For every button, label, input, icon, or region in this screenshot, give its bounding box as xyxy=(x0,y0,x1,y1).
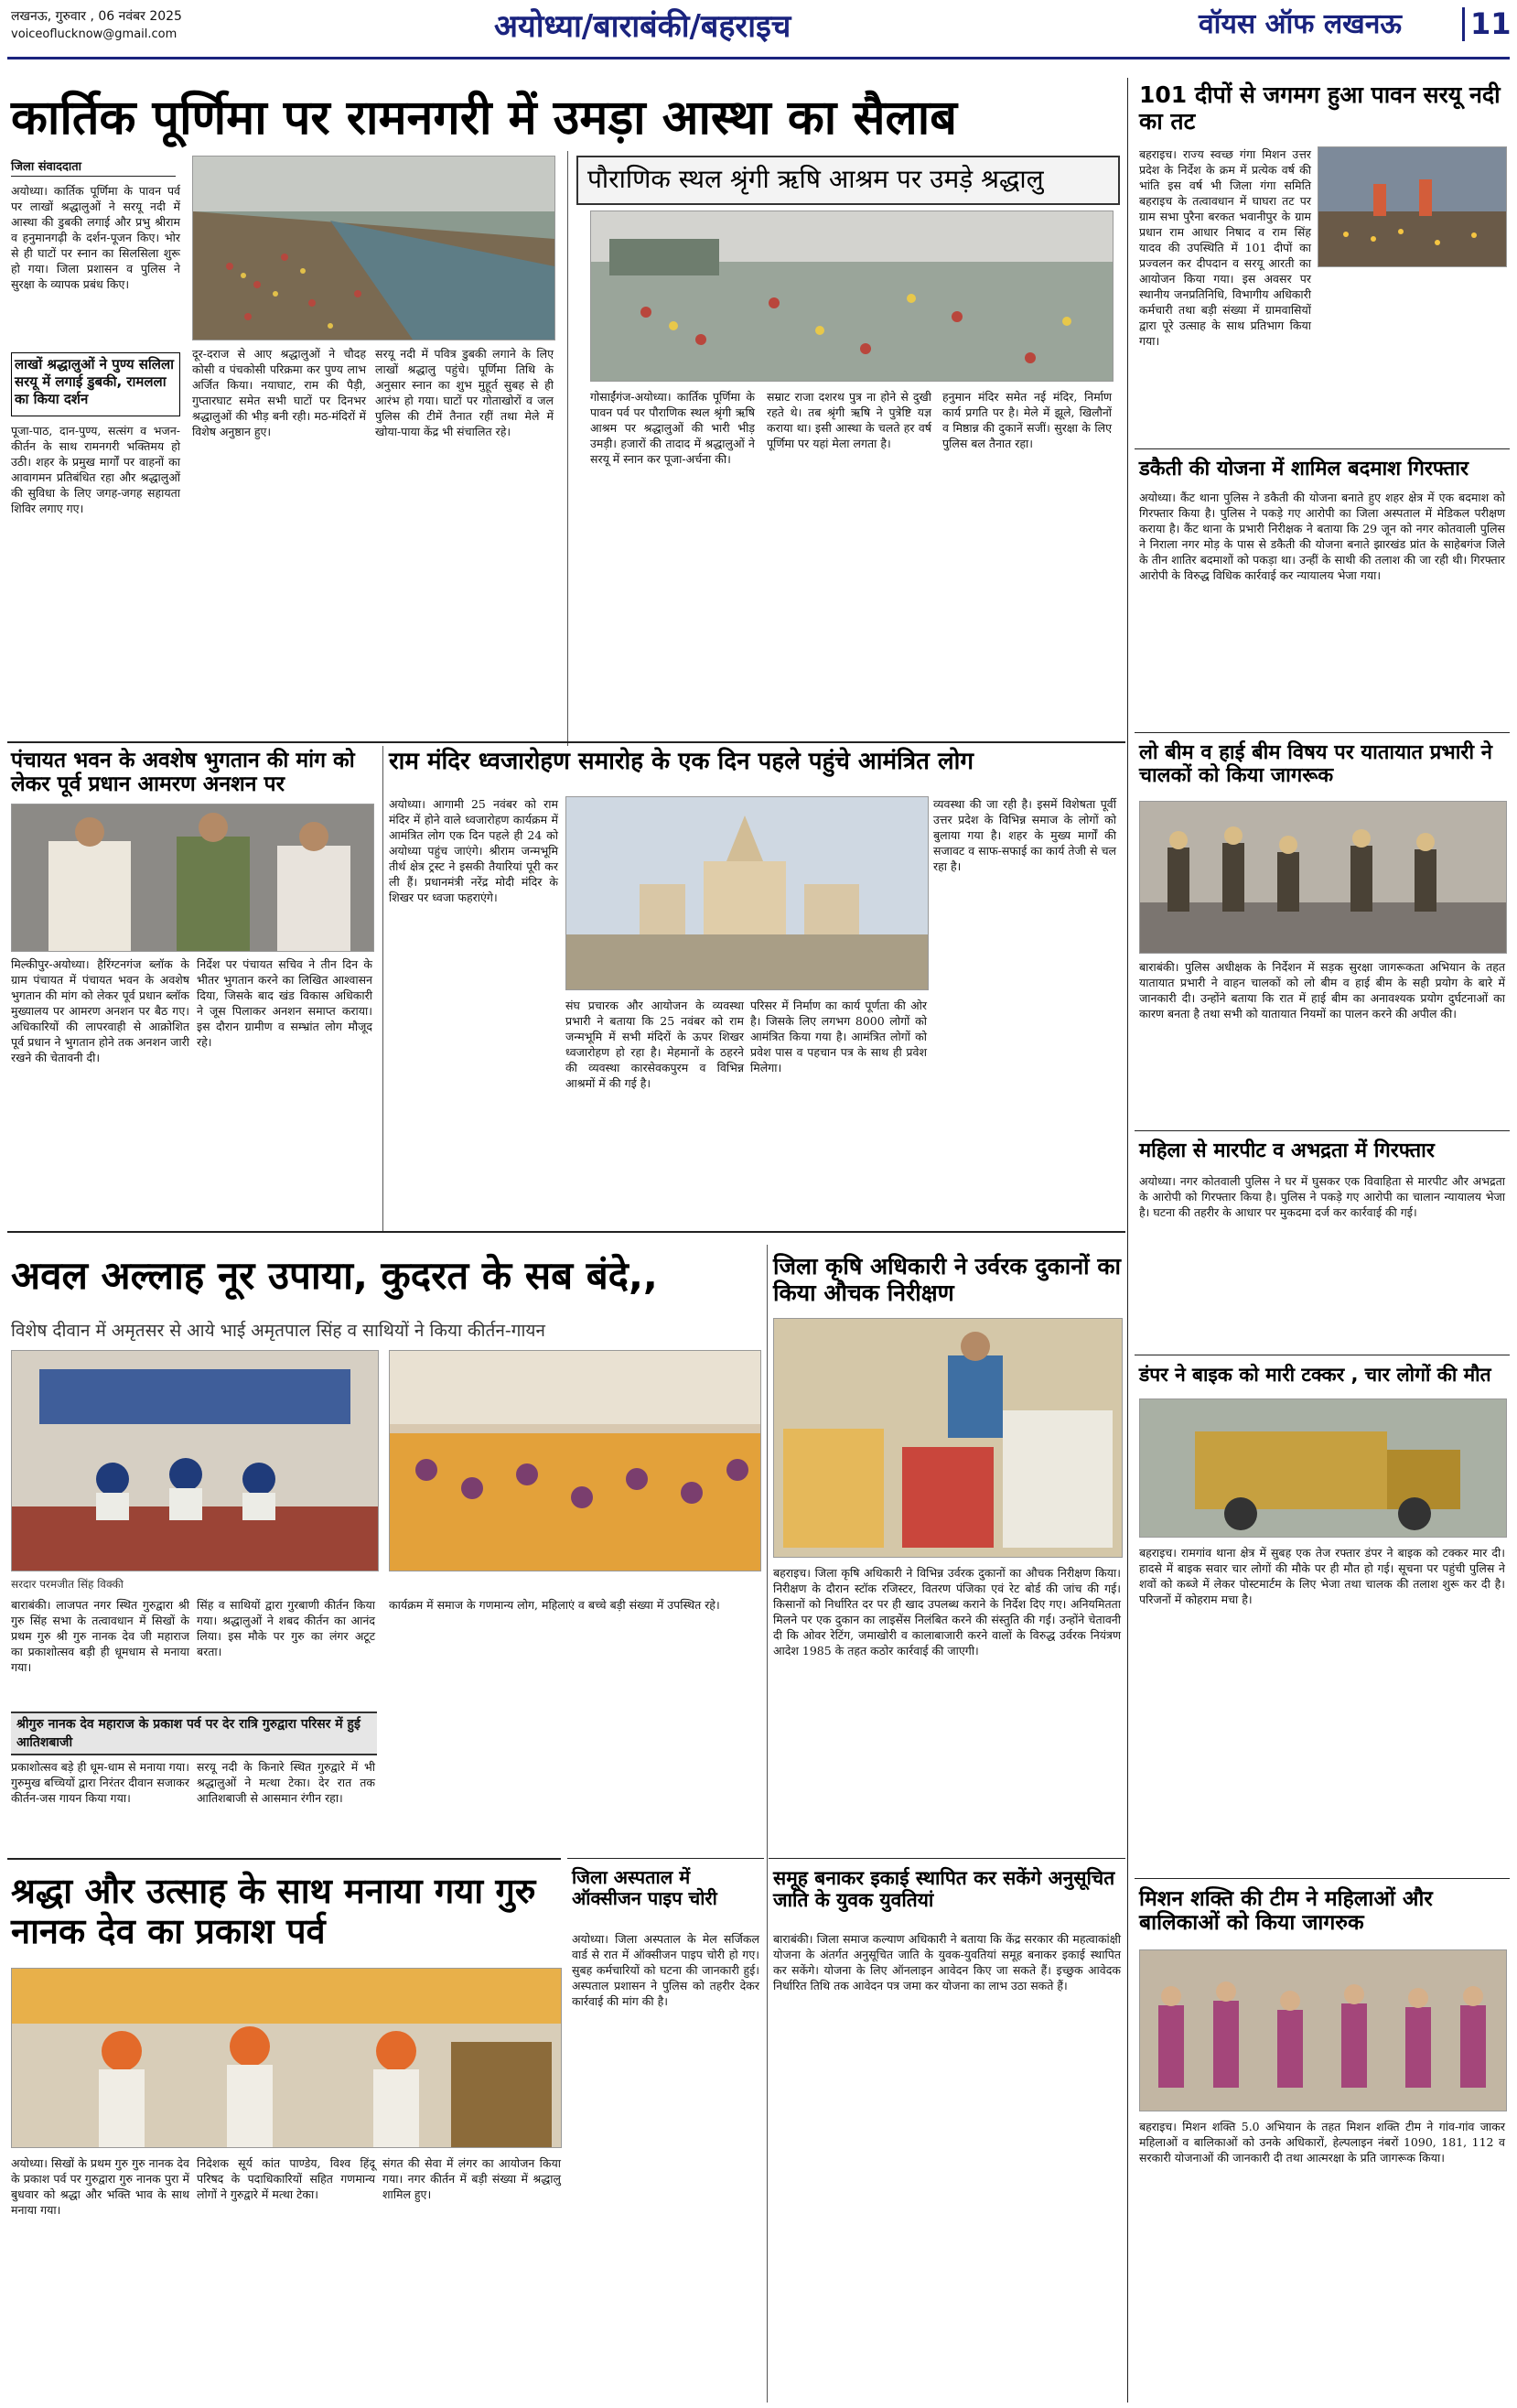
ram-mandir-col1: अयोध्या। आगामी 25 नवंबर को राम मंदिर में होने वाले ध्वजारोहण कार्यक्रम में आमंत्रित लोग एक दिन पहले ही 24 को अयोध्या पहुंच जाएंगे। श्रीराम जन्मभूमि तीर्थ क्षेत्र ट्रस्ट ने इसकी तैयारियां पूरी कर ली हैं। प्रधानमंत्री नरेंद्र मोदी मंदिर के शिखर पर ध्वजा फहराएंगे। xyxy=(389,797,558,904)
kirtan-subhead: विशेष दीवान में अमृतसर से आये भाई अमृतपाल सिंह व साथियों ने किया कीर्तन-गायन xyxy=(11,1321,545,1341)
ashram-crowd-image xyxy=(591,211,1113,381)
gurunanak-photo xyxy=(11,1968,562,2148)
kirtan-highlight-box xyxy=(11,1712,377,1755)
kirtan-highlight-text: श्रीगुरु नानक देव महाराज के प्रकाश पर्व पर देर रात्रि गुरुद्वारा परिसर में हुई आतिशबाजी xyxy=(16,1717,360,1750)
lead-byline: जिला संवाददाता xyxy=(11,160,82,174)
prakash-parv-image xyxy=(12,1969,561,2147)
sub-story-headline: पौराणिक स्थल श्रृंगी ऋषि आश्रम पर उमड़े श्रद्धालु xyxy=(587,164,1044,194)
lead-headline: कार्तिक पूर्णिमा पर रामनगरी में उमड़ा आस्था का सैलाब xyxy=(11,91,957,146)
krishi-body: बहराइच। जिला कृषि अधिकारी ने विभिन्न उर्वरक दुकानों का औचक निरीक्षण किया। निरीक्षण के दौरान स्टॉक रजिस्टर, वितरण पंजिका एवं रेट बोर्ड की जांच की गई। किसानों को निर्धारित दर पर ही खाद उपलब्ध कराने के निर्देश दिए गए। अनियमितता मिलने पर एक दुकान का लाइसेंस निलंबित करने की संस्तुति की गई। उन्होंने चेतावनी दी कि ओवर रेटिंग, जमाखोरी व कालाबाजारी करने वालों के विरुद्ध उर्वरक नियंत्रण आदेश 1985 के तहत कठोर कार्रवाई की जाएगी। xyxy=(773,1566,1121,1658)
lead-col3: सरयू नदी में पवित्र डुबकी लगाने के लिए लाखों श्रद्धालु पहुंचे। पूर्णिमा तिथि के अनुसार स्नान का शुभ मुहूर्त सुबह से ही आरंभ हो गया। घाटों पर गोताखोरों व जल पुलिस की टीमें तैनात रहीं तथा मेले में खोया-पाया केंद्र भी संचालित रहे। xyxy=(375,347,554,438)
krishi-photo xyxy=(773,1318,1123,1558)
right-s3-photo xyxy=(1139,801,1507,954)
hunger-strike-image xyxy=(12,804,373,951)
right-s5-headline: डंपर ने बाइक को मारी टक्कर , चार लोगों की मौत xyxy=(1139,1364,1491,1386)
masthead xyxy=(0,0,1517,55)
right-s3-headline: लो बीम व हाई बीम विषय पर यातायात प्रभारी ने चालकों को किया जागरूक xyxy=(1139,741,1492,788)
sub-story-photo xyxy=(590,211,1114,382)
paper-title: वॉयस ऑफ लखनऊ xyxy=(1199,8,1402,40)
ram-mandir-photo xyxy=(565,796,929,990)
lead-photo xyxy=(192,156,555,340)
krishi-headline: जिला कृषि अधिकारी ने उर्वरक दुकानों का किया औचक निरीक्षण xyxy=(773,1253,1121,1306)
panchayat-col2: निर्देश पर पंचायत सचिव ने तीन दिन के भीतर भुगतान करने का लिखित आश्वासन दिया, जिसके बाद खंड विकास अधिकारी ने जूस पिलाकर अनशन समाप्त कराया। इस दौरान ग्रामीण व सम्भ्रांत लोग मौजूद रहे। xyxy=(197,957,372,1049)
lead-col1b: पूजा-पाठ, दान-पुण्य, सत्संग व भजन-कीर्तन के साथ रामनगरी भक्तिमय हो उठी। शहर के प्रमुख मार्गों पर वाहनों का आवागमन प्रतिबंधित रहा और श्रद्धालुओं की सुविधा के लिए जगह-जगह सहायता शिविर लगाए गए। xyxy=(11,424,180,515)
ram-mandir-col2: संघ प्रचारक और आयोजन के व्यवस्था प्रभारी ने बताया कि 25 नवंबर को राम जन्मभूमि में सभी मंदिरों के ऊपर शिखर ध्वजारोहण हो रहा है। मेहमानों के ठहरने की व्यवस्था कारसेवकपुरम व विभिन्न आश्रमों में की गई है। xyxy=(565,999,744,1090)
kirtan-photo-right xyxy=(389,1350,761,1571)
kirtan-photo-left xyxy=(11,1350,379,1571)
panchayat-col1: मिल्कीपुर-अयोध्या। हैरिंग्टनगंज ब्लॉक के ग्राम पंचायत में पंचायत भवन के अवशेष भुगतान की मांग को लेकर पूर्व प्रधान ब्लॉक मुख्यालय पर आमरण अनशन पर बैठ गए। अधिकारियों की लापरवाही से आक्रोशित पूर्व प्रधान ने भुगतान होने तक अनशन जारी रखने की चेतावनी दी। xyxy=(11,957,189,1064)
gurdwara-kirtan-image xyxy=(12,1351,378,1571)
traffic-police-image xyxy=(1140,802,1506,953)
right-s4-body: अयोध्या। नगर कोतवाली पुलिस ने घर में घुसकर एक विवाहिता से मारपीट और अभद्रता के आरोपी को गिरफ्तार किया है। पुलिस ने पकड़े गए आरोपी का चालान न्यायालय भेजा है। घटना की तहरीर के आधार पर मुकदमा दर्ज कर कार्रवाई की गई। xyxy=(1139,1174,1505,1219)
lead-highlight-box xyxy=(11,352,180,416)
ram-mandir-col4: व्यवस्था की जा रही है। इसमें विशेषता पूर्वी उत्तर प्रदेश के विभिन्न समाज के लोगों को बुलाया गया है। शहर के मुख्य मार्गों की सजावट व साफ-सफाई का कार्य तेजी से चल रहा है। xyxy=(933,797,1116,873)
right-s1-headline: 101 दीपों से जगमग हुआ पावन सरयू नदी का तट xyxy=(1139,81,1501,135)
fertilizer-shop-image xyxy=(774,1319,1122,1557)
right-s4-headline: महिला से मारपीट व अभद्रता में गिरफ्तार xyxy=(1139,1139,1435,1162)
dateline: लखनऊ, गुरुवार , 06 नवंबर 2025 xyxy=(11,9,182,24)
right-s2-body: अयोध्या। कैंट थाना पुलिस ने डकैती की योजना बनाते हुए शहर क्षेत्र में एक बदमाश को गिरफ्तार किया है। पुलिस ने पकड़े गए आरोपी का जिला अस्पताल में मेडिकल परीक्षण कराया है। कैंट थाना के प्रभारी निरीक्षक ने बताया कि 29 जून को नगर कोतवाली पुलिस ने निराला नगर मोड़ के पास से डकैती की योजना बनाते झारखंड प्रांत के साहेबगंज जिले के तीन शातिर बदमाशों को पकड़ा था। उन्हीं के साथी की तलाश की जा रही थी। गिरफ्तार आरोपी के विरुद्ध विधिक कार्रवाई कर न्यायालय भेजा गया। xyxy=(1139,491,1505,582)
oxygen-body: अयोध्या। जिला अस्पताल के मेल सर्जिकल वार्ड से रात में ऑक्सीजन पाइप चोरी हो गए। सुबह कर्मचारियों को घटना की जानकारी हुई। अस्पताल प्रशासन ने पुलिस को तहरीर देकर कार्रवाई की मांग की है। xyxy=(572,1932,759,2008)
sub-story-col1: गोसाईंगंज-अयोध्या। कार्तिक पूर्णिमा के पावन पर्व पर पौराणिक स्थल श्रृंगी ऋषि आश्रम पर श्रद्धालुओं की भारी भीड़ उमड़ी। हजारों की तादाद में श्रद्धालुओं ने सरयू में स्नान कर पूजा-अर्चना की। xyxy=(590,390,755,466)
gurunanak-headline: श्रद्धा और उत्साह के साथ मनाया गया गुरु नानक देव का प्रकाश पर्व xyxy=(11,1871,536,1951)
lead-col2: दूर-दराज से आए श्रद्धालुओं ने चौदह कोसी व पंचकोसी परिक्रमा कर पुण्य लाभ अर्जित किया। नयाघाट, राम की पैड़ी, गुप्तारघाट समेत सभी घाटों पर दिनभर श्रद्धालुओं की भीड़ बनी रही। मठ-मंदिरों में विशेष अनुष्ठान हुए। xyxy=(192,347,366,438)
kirtan-col1: बाराबंकी। लाजपत नगर स्थित गुरुद्वारा श्री गुरु सिंह सभा के तत्वावधान में सिखों के प्रथम गुरु श्री गुरु नानक देव जी महाराज का प्रकाशोत्सव बड़ी ही धूमधाम से मनाया गया। xyxy=(11,1598,189,1674)
oxygen-headline: जिला अस्पताल में ऑक्सीजन पाइप चोरी xyxy=(572,1866,717,1909)
panchayat-photo xyxy=(11,804,374,952)
lead-col1: अयोध्या। कार्तिक पूर्णिमा के पावन पर्व पर लाखों श्रद्धालुओं ने सरयू नदी में आस्था की डुबकी लगाई और प्रभु श्रीराम व हनुमानगढ़ी के दर्शन-पूजन किए। भोर से ही घाटों पर स्नान का सिलसिला शुरू हो गया। जिला प्रशासन व पुलिस ने सुरक्षा के व्यापक प्रबंध किए। xyxy=(11,184,180,291)
ram-mandir-headline: राम मंदिर ध्वजारोहण समारोह के एक दिन पहले पहुंचे आमंत्रित लोग xyxy=(389,748,974,775)
email: voiceoflucknow@gmail.com xyxy=(11,27,178,41)
right-s6-headline: मिशन शक्ति की टीम ने महिलाओं और बालिकाओं को किया जागरुक xyxy=(1139,1887,1433,1936)
ram-mandir-col3: परिसर में निर्माण का कार्य पूर्णता की ओर है। जिसके लिए लगभग 8000 लोगों को आमंत्रित किया गया है। आमंत्रित लोगों को प्रवेश पास व पहचान पत्र के साथ ही प्रवेश मिलेगा। xyxy=(750,999,927,1074)
kirtan-col4: कार्यक्रम में समाज के गणमान्य लोग, महिलाएं व बच्चे बड़ी संख्या में उपस्थित रहे। xyxy=(389,1598,720,1612)
right-s1-photo xyxy=(1318,146,1507,267)
kirtan-col1b: प्रकाशोत्सव बड़े ही धूम-धाम से मनाया गया। गुरुमुख बच्चियों द्वारा निरंतर दीवान सजाकर कीर्तन-जस गायन किया गया। xyxy=(11,1760,189,1805)
panchayat-headline: पंचायत भवन के अवशेष भुगतान की मांग को लेकर पूर्व प्रधान आमरण अनशन पर xyxy=(11,749,355,797)
kirtan-col2: सिंह व साथियों द्वारा गुरबाणी कीर्तन किया गया। श्रद्धालुओं ने शबद कीर्तन का आनंद लिया। इस मौके पर गुरु का लंगर अटूट बरता। xyxy=(197,1598,375,1658)
crowd-at-ghat-image xyxy=(193,157,554,340)
right-s5-photo xyxy=(1139,1398,1507,1538)
page-number: 11 xyxy=(1462,7,1512,41)
right-s3-body: बाराबंकी। पुलिस अधीक्षक के निर्देशन में सड़क सुरक्षा जागरूकता अभियान के तहत यातायात प्रभारी ने वाहन चालकों को लो बीम व हाई बीम के सही प्रयोग के बारे में जानकारी दी। उन्होंने बताया कि रात में हाई बीम का अनावश्यक प्रयोग दुर्घटनाओं का कारण बनता है तथा सभी को यातायात नियमों का पालन करने की अपील की। xyxy=(1139,960,1505,1020)
sub-story-col2: सम्राट राजा दशरथ पुत्र ना होने से दुखी रहते थे। तब श्रृंगी ऋषि ने पुत्रेष्टि यज्ञ कराया था। इसी आस्था के चलते हर वर्ष पूर्णिमा पर यहां मेला लगता है। xyxy=(767,390,931,450)
sub-story-col3: हनुमान मंदिर समेत नई मंदिर, निर्माण कार्य प्रगति पर है। मेले में झूले, खिलौनों व मिष्ठान्न की दुकानें सजीं। सुरक्षा के लिए पुलिस बल तैनात रहा। xyxy=(942,390,1112,450)
right-s6-photo xyxy=(1139,1949,1507,2111)
deepdaan-image xyxy=(1318,147,1506,266)
samooh-headline: समूह बनाकर इकाई स्थापित कर सकेंगे अनुसूचित जाति के युवक युवतियां xyxy=(773,1867,1115,1912)
right-s5-body: बहराइच। रामगांव थाना क्षेत्र में सुबह एक तेज रफ्तार डंपर ने बाइक को टक्कर मार दी। हादसे में बाइक सवार चार लोगों की मौके पर ही मौत हो गई। सूचना पर पहुंची पुलिस ने शवों को कब्जे में लेकर पोस्टमार्टम के लिए भेजा तथा चालक की तलाश शुरू कर दी है। परिजनों में कोहराम मचा है। xyxy=(1139,1546,1505,1606)
right-s1-body: बहराइच। राज्य स्वच्छ गंगा मिशन उत्तर प्रदेश के निर्देश के क्रम में प्रत्येक वर्ष की भांति इस वर्ष भी जिला गंगा समिति बहराइच के तत्वावधान में घाघरा तट पर ग्राम सभा पुरैना बरकत भवानीपुर के ग्राम प्रधान राम आधार निषाद व राम सिंह यादव की उपस्थिति में 101 दीपों का प्रज्वलन कर दीपदान व सरयू आरती का आयोजन किया गया। इस अवसर पर स्थानीय जनप्रतिनिधि, विभागीय अधिकारी कर्मचारी तथा बड़ी संख्या में ग्रामवासियों द्वारा पूरे उत्साह के साथ प्रतिभाग किया गया। xyxy=(1139,147,1311,348)
right-s2-headline: डकैती की योजना में शामिल बदमाश गिरफ्तार xyxy=(1139,458,1469,481)
kirtan-photo-caption: सरदार परमजीत सिंह विक्की xyxy=(11,1578,124,1591)
temple-image xyxy=(566,797,928,989)
right-s6-body: बहराइच। मिशन शक्ति 5.0 अभियान के तहत मिशन शक्ति टीम ने गांव-गांव जाकर महिलाओं व बालिकाओं को उनके अधिकारों, हेल्पलाइन नंबरों 1090, 181, 112 व सरकारी योजनाओं की जानकारी दी तथा आत्मरक्षा के प्रति जागरूक किया। xyxy=(1139,2120,1505,2165)
gurunanak-col3: संगत की सेवा में लंगर का आयोजन किया गया। नगर कीर्तन में बड़ी संख्या में श्रद्धालु शामिल हुए। xyxy=(382,2156,561,2201)
section-title: अयोध्या/बाराबंकी/बहराइच xyxy=(494,8,791,45)
lead-highlight-text: लाखों श्रद्धालुओं ने पुण्य सलिला सरयू में लगाई डुबकी, रामलला का किया दर्शन xyxy=(15,356,175,407)
mission-shakti-image xyxy=(1140,1950,1506,2111)
samooh-body: बाराबंकी। जिला समाज कल्याण अधिकारी ने बताया कि केंद्र सरकार की महत्वाकांक्षी योजना के अंतर्गत अनुसूचित जाति के युवक-युवतियां समूह बनाकर इकाई स्थापित कर सकेंगे। योजना के लिए ऑनलाइन आवेदन किए जा सकते हैं। इच्छुक आवेदक निर्धारित तिथि तक आवेदन पत्र जमा कर योजना का लाभ उठा सकते हैं। xyxy=(773,1932,1121,1992)
kirtan-headline: अवल अल्लाह नूर उपाया, कुदरत के सब बंदे,, xyxy=(11,1253,658,1298)
gurunanak-col2: निदेशक सूर्य कांत पाण्डेय, विश्व हिंदू परिषद के पदाधिकारियों सहित गणमान्य लोगों ने गुरुद्वारे में मत्था टेका। xyxy=(197,2156,375,2201)
sangat-gathering-image xyxy=(390,1351,760,1571)
kirtan-col3: सरयू नदी के किनारे स्थित गुरुद्वारे में भी श्रद्धालुओं ने मत्था टेका। देर रात तक आतिशबाजी से आसमान रंगीन रहा। xyxy=(197,1760,375,1805)
gurunanak-col1: अयोध्या। सिखों के प्रथम गुरु गुरु नानक देव के प्रकाश पर्व पर गुरुद्वारा गुरु नानक पुरा में बुधवार को श्रद्धा और भक्ति भाव के साथ मनाया गया। xyxy=(11,2156,189,2217)
dumper-accident-image xyxy=(1140,1399,1506,1537)
